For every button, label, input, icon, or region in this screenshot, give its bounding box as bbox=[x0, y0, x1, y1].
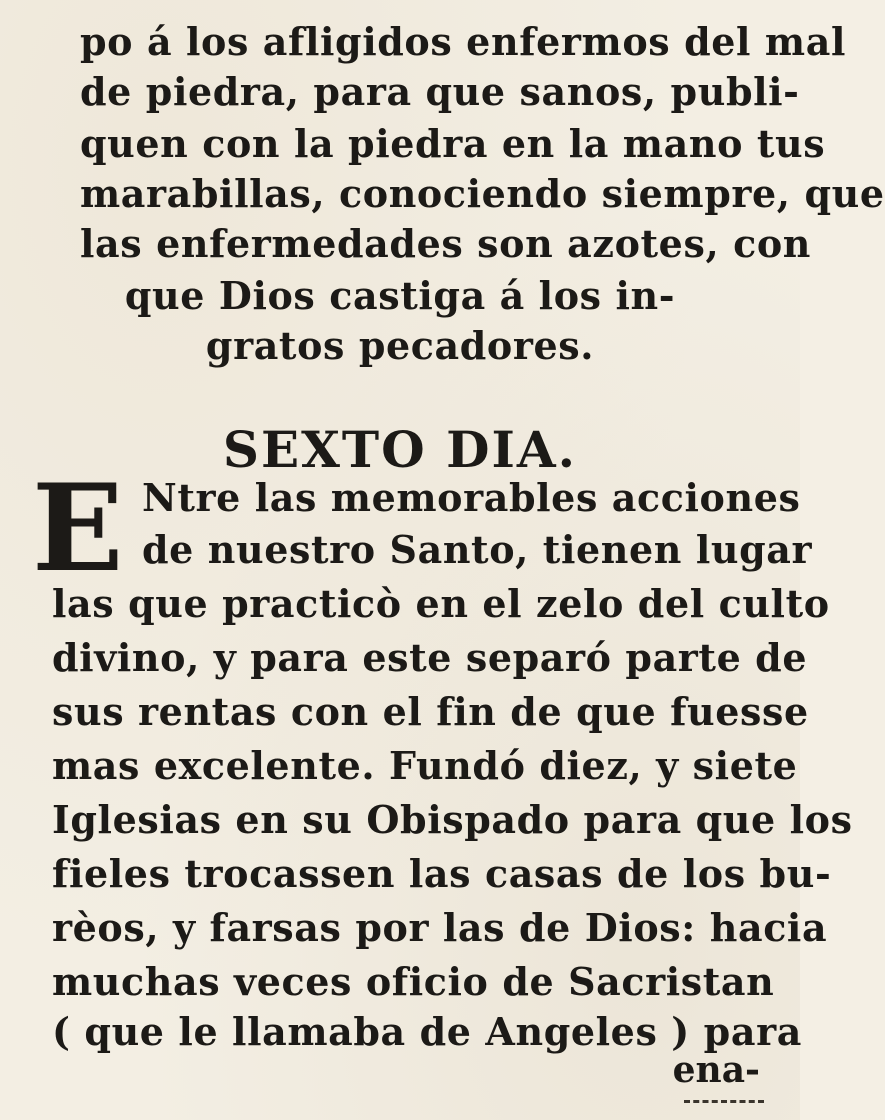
body-line-9: rèos, y farsas por las de Dios: hacia bbox=[52, 905, 828, 950]
body-line-11: ( que le llamaba de Angeles ) para bbox=[52, 1009, 802, 1054]
section-heading: SEXTO DIA. bbox=[222, 420, 578, 479]
body-line-8: fieles trocassen las casas de los bu- bbox=[52, 851, 832, 896]
text-line-6: que Dios castiga á los in- bbox=[124, 273, 676, 318]
text-line-1: po á los afligidos enfermos del mal bbox=[80, 19, 846, 64]
body-line-5: sus rentas con el fin de que fuesse bbox=[52, 689, 809, 734]
body-line-1: Ntre las memorables acciones bbox=[142, 475, 801, 520]
text-line-3: quen con la piedra en la mano tus bbox=[80, 121, 826, 166]
catchword: ena- bbox=[672, 1049, 760, 1091]
body-line-4: divino, y para este separó parte de bbox=[52, 635, 808, 680]
body-line-10: muchas veces oficio de Sacristan bbox=[52, 959, 775, 1004]
drop-cap: E bbox=[32, 458, 124, 599]
body-line-7: Iglesias en su Obispado para que los bbox=[52, 797, 853, 842]
body-line-2: de nuestro Santo, tienen lugar bbox=[142, 527, 813, 572]
text-line-2: de piedra, para que sanos, publi- bbox=[80, 69, 800, 114]
text-line-4: marabillas, conociendo siempre, que bbox=[80, 171, 885, 216]
text-line-7: gratos pecadores. bbox=[205, 323, 595, 368]
body-line-3: las que practicò en el zelo del culto bbox=[52, 581, 830, 626]
catchword-underline bbox=[684, 1100, 764, 1103]
body-line-6: mas excelente. Fundó diez, y siete bbox=[52, 743, 798, 788]
text-line-5: las enfermedades son azotes, con bbox=[80, 221, 812, 266]
